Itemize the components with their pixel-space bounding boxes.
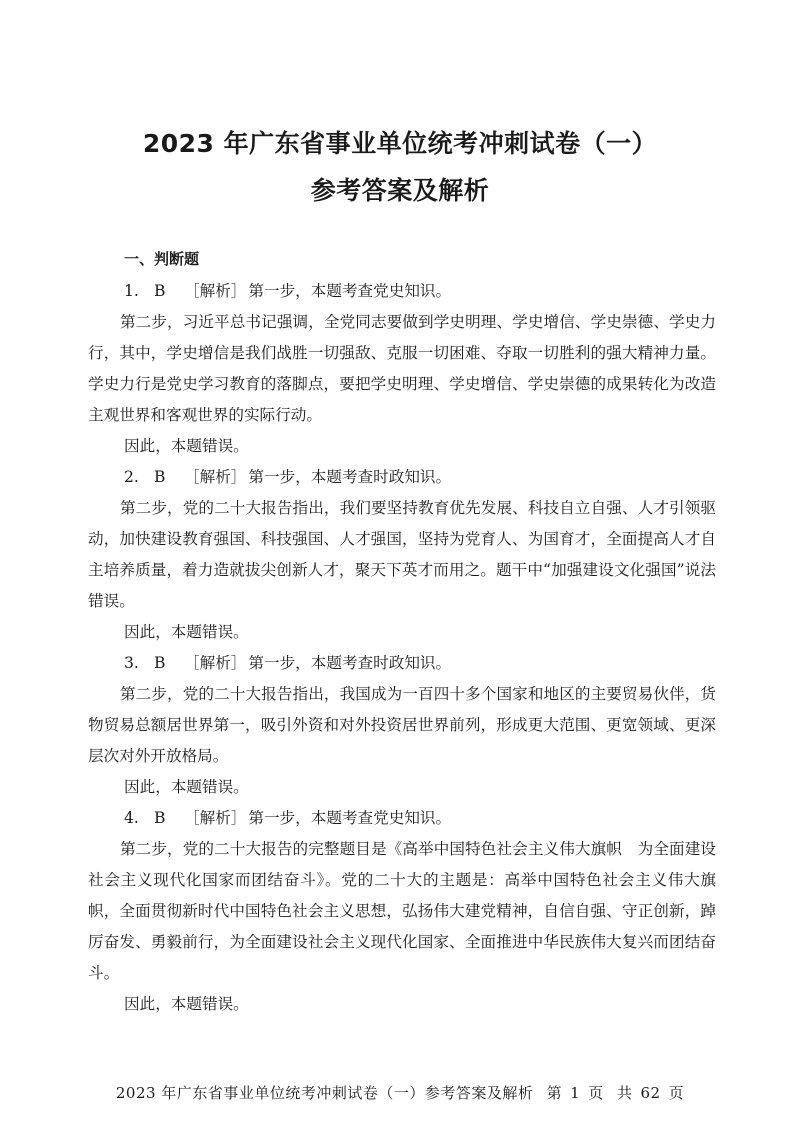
question-4-header [88,803,716,834]
document-subtitle: 参考答案及解析 [310,176,490,205]
analysis-step1: 第一步，本题考查党史知识。 [248,809,452,827]
question-3-conclusion: 因此，本题错误。 [124,778,249,796]
question-4-step2: 第二步，党的二十大报告的完整题目是《高举中国特色社会主义伟大旗帜 为全面建设社会主义现代化国家而团结奋斗》。党的二十大的主题是：高举中国特色社会主义伟大旗帜，全面贯彻新时代中国特色社会主义思想，弘扬伟大建党精神，自信自强、守正创新，踔厉奋发、勇毅前行，为全面建设社会主义现代化国家、全面推进中华民族伟大复兴而团结奋斗。 [88,840,716,982]
question-number: 1. [124,282,139,300]
answer-letter: B [154,468,166,486]
analysis-tag: ［解析］ [184,809,247,827]
answer-content [88,276,716,1020]
answer-letter: B [154,282,166,300]
analysis-step1: 第一步，本题考查时政知识。 [248,468,452,486]
footer-total-label: 共 [616,1084,633,1102]
footer-doc-title: 2023 年广东省事业单位统考冲刺试卷（一）参考答案及解析 [115,1084,534,1102]
answer-letter: B [154,654,166,672]
question-3-step2: 第二步，党的二十大报告指出，我国成为一百四十多个国家和地区的主要贸易伙伴，货物贸易总额居世界第一，吸引外资和对外投资居世界前列，形成更大范围、更宽领域、更深层次对外开放格局。 [88,685,716,765]
analysis-tag: ［解析］ [184,468,247,486]
analysis-step1: 第一步，本题考查党史知识。 [248,282,452,300]
question-number: 3. [124,654,139,672]
document-title: 2023 年广东省事业单位统考冲刺试卷（一） [142,129,658,158]
page-footer [0,1082,800,1103]
section-heading: 一、判断题 [124,250,200,268]
question-1-step2: 第二步，习近平总书记强调，全党同志要做到学史明理、学史增信、学史崇德、学史力行，其中，学史增信是我们战胜一切强敌、克服一切困难、夺取一切胜利的强大精神力量。学史力行是党史学习教育的落脚点，要把学史明理、学史增信、学史崇德的成果转化为改造主观世界和客观世界的实际行动。 [88,313,716,424]
footer-total-unit: 页 [668,1084,685,1102]
footer-page-unit: 页 [588,1084,604,1102]
question-2-header [88,462,716,493]
footer-page-label: 第 [546,1084,563,1102]
analysis-tag: ［解析］ [184,654,247,672]
question-3-header [88,648,716,679]
question-1-conclusion: 因此，本题错误。 [124,437,249,455]
question-number: 2. [124,468,139,486]
question-number: 4. [124,809,139,827]
analysis-tag: ［解析］ [184,282,247,300]
question-2-step2: 第二步，党的二十大报告指出，我们要坚持教育优先发展、科技自立自强、人才引领驱动，加快建设教育强国、科技强国、人才强国，坚持为党育人、为国育才，全面提高人才自主培养质量，着力造就拔尖创新人才，聚天下英才而用之。题干中“加强建设文化强国”说法错误。 [88,499,716,610]
question-4-conclusion: 因此，本题错误。 [124,995,249,1013]
footer-page-number: 1 [570,1084,581,1102]
analysis-step1: 第一步，本题考查时政知识。 [248,654,452,672]
question-2-conclusion: 因此，本题错误。 [124,623,249,641]
footer-total-pages: 62 [640,1084,661,1102]
answer-letter: B [154,809,166,827]
question-1-header [88,276,716,307]
